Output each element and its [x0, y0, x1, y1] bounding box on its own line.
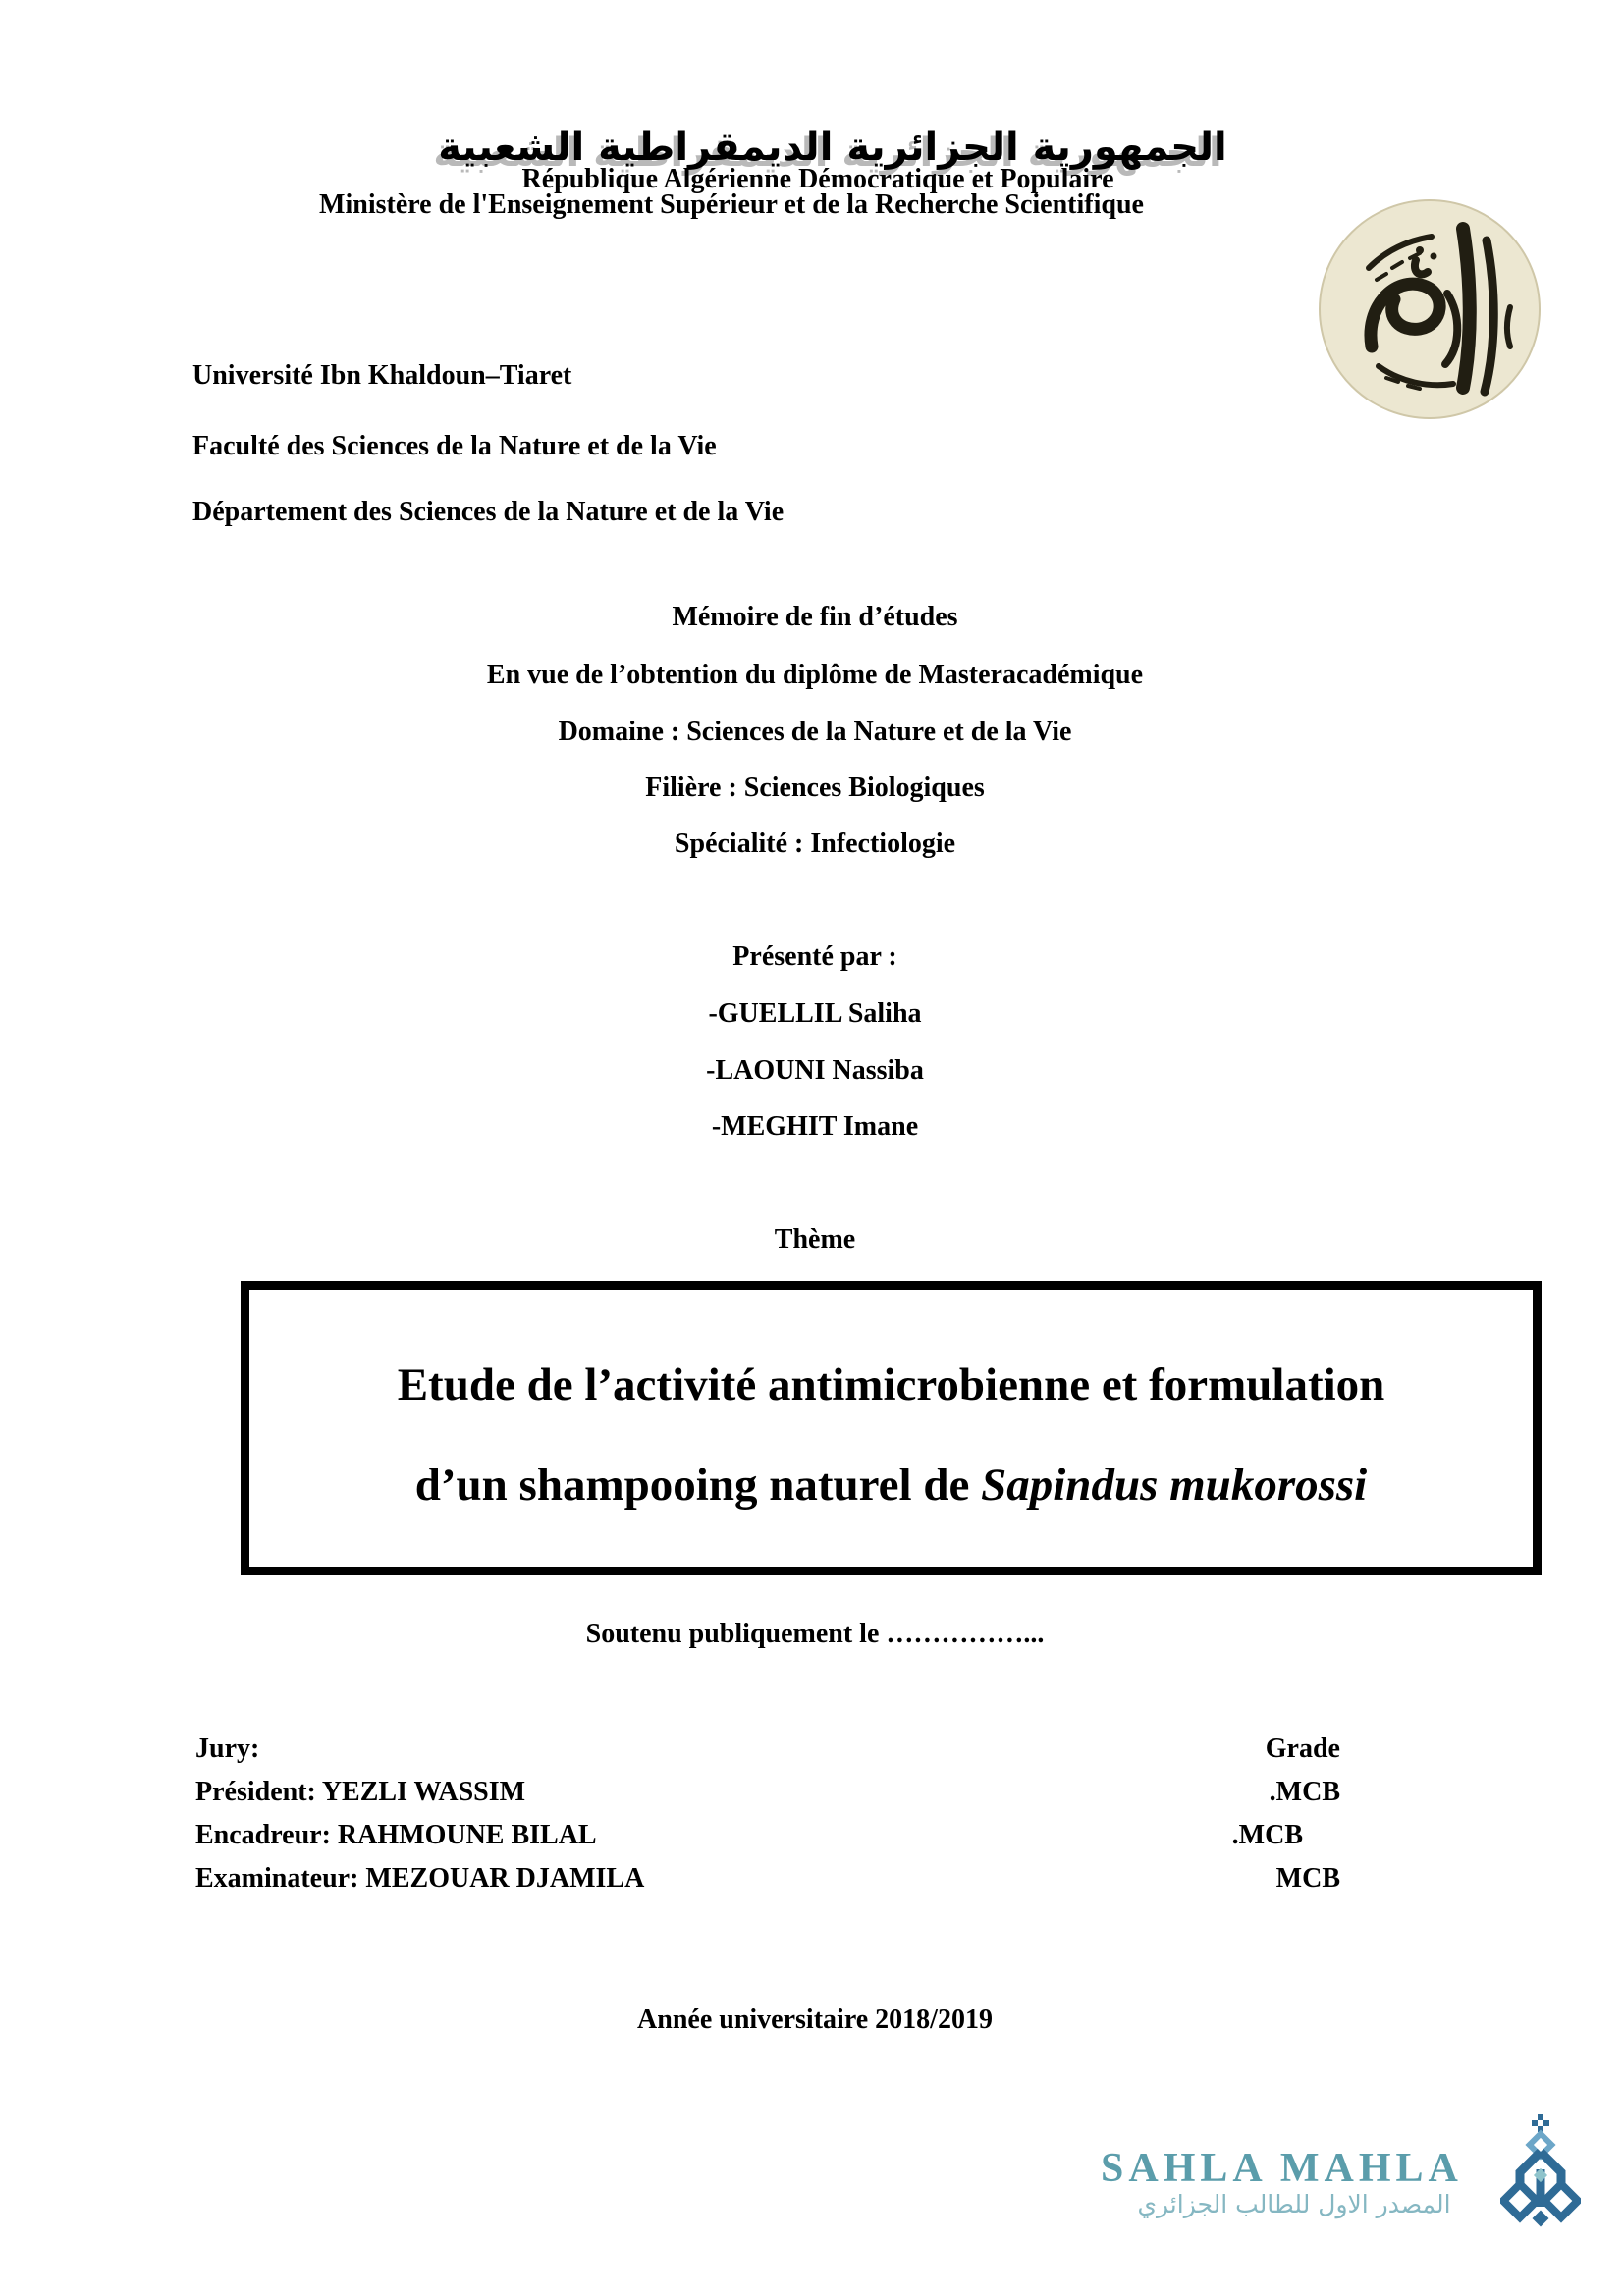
faculty-line: Faculté des Sciences de la Nature et de la Vie: [192, 431, 717, 461]
department-line: Département des Sciences de la Nature et de la Vie: [192, 497, 785, 527]
thesis-title-line2-plain: d’un shampooing naturel de: [414, 1460, 982, 1511]
academic-year-line: Année universitaire 2018/2019: [637, 2004, 993, 2035]
jury-header-row: [195, 1728, 1340, 1771]
jury-member-grade: .MCB: [1269, 1777, 1340, 1807]
jury-member-name: Président: YEZLI WASSIM: [195, 1777, 526, 1807]
author-name: -LAOUNI Nassiba: [706, 1055, 924, 1086]
author-name: -MEGHIT Imane: [711, 1111, 919, 1142]
republic-line: République Algérienne Démocratique et Populaire: [521, 164, 1114, 194]
ministry-line: Ministère de l'Enseignement Supérieur et de la Recherche Scientifique: [319, 189, 1144, 220]
specialty-line: Spécialité : Infectiologie: [674, 828, 956, 859]
jury-label: Jury:: [195, 1734, 260, 1764]
purpose-line: En vue de l’obtention du diplôme de Masteracadémique: [486, 660, 1144, 690]
author-name: -GUELLIL Saliha: [708, 998, 922, 1029]
arabic-republic-title: الجمهورية الجزائرية الديمقراطية الشعبية: [438, 125, 1227, 170]
watermark-tagline-arabic: المصدر الاول للطالب الجزائري: [1137, 2190, 1451, 2218]
sahla-mahla-logo-icon: [1500, 2112, 1581, 2230]
jury-row-encadreur: [195, 1814, 1340, 1857]
university-seal-logo: [1318, 199, 1542, 420]
university-seal-icon: [1318, 199, 1542, 420]
university-line: Université Ibn Khaldoun–Tiaret: [192, 360, 572, 391]
domain-line: Domaine : Sciences de la Nature et de la Vie: [558, 717, 1072, 747]
watermark-brand-text: SAHLA MAHLA: [1101, 2146, 1463, 2191]
jury-member-name: Encadreur: RAHMOUNE BILAL: [195, 1820, 597, 1850]
presented-by-label: Présenté par :: [732, 941, 897, 972]
jury-section: [195, 1728, 1340, 1900]
jury-row-president: [195, 1771, 1340, 1814]
jury-member-grade: MCB: [1275, 1863, 1340, 1894]
memoir-line: Mémoire de fin d’études: [672, 602, 958, 632]
jury-member-name: Examinateur: MEZOUAR DJAMILA: [195, 1863, 645, 1894]
thesis-title-line2: [415, 1461, 1368, 1510]
grade-column-label: Grade: [1265, 1734, 1340, 1764]
field-line: Filière : Sciences Biologiques: [645, 773, 985, 803]
jury-member-grade: .MCB: [1231, 1820, 1303, 1850]
thesis-title-box: [241, 1281, 1542, 1575]
theme-label: Thème: [774, 1224, 856, 1255]
thesis-title-line1: Etude de l’activité antimicrobienne et formulation: [397, 1360, 1385, 1411]
jury-row-examinateur: [195, 1857, 1340, 1900]
thesis-title-species-name: Sapindus mukorossi: [981, 1460, 1368, 1511]
defense-date-line: Soutenu publiquement le ……………...: [585, 1619, 1045, 1649]
